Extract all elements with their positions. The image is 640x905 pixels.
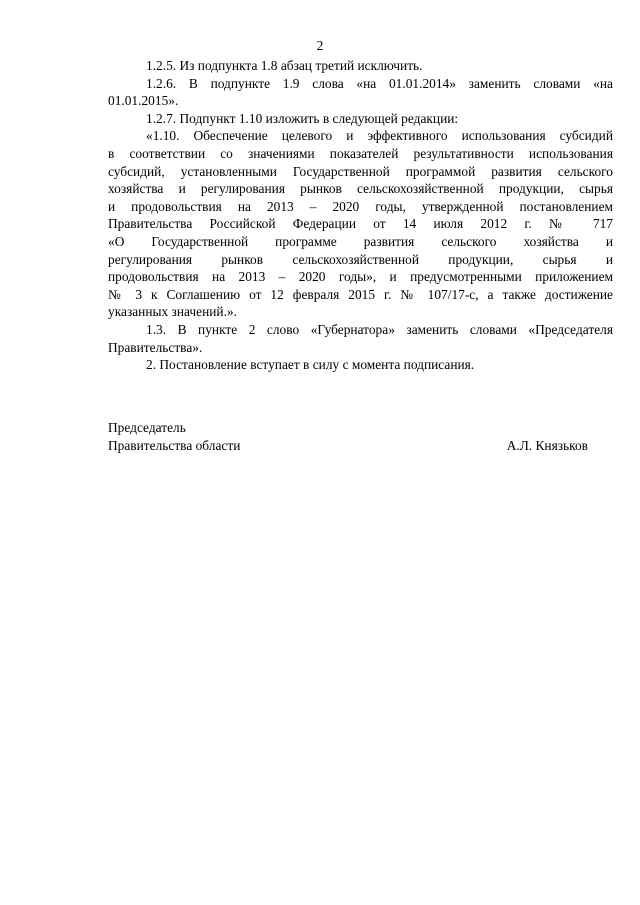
paragraph-1-2-5: 1.2.5. Из подпункта 1.8 абзац третий исключить. <box>146 58 423 73</box>
paragraph-1-10-line-6: Правительства Российской Федерации от 14 июля 2012 г. № 717 <box>108 216 613 232</box>
paragraph-1-2-7: 1.2.7. Подпункт 1.10 изложить в следующей редакции: <box>146 110 459 126</box>
page-number: 2 <box>316 38 324 53</box>
document-body <box>108 57 613 374</box>
paragraph-1-3-line-2: Правительства». <box>108 339 203 355</box>
paragraph-1-10-line-1: «1.10. Обеспечение целевого и эффективного использования субсидий <box>146 128 613 144</box>
paragraph-1-10-line-8: регулирования рынков сельскохозяйственной продукции, сырья и <box>108 251 613 267</box>
paragraph-1-10-line-10: № 3 к Соглашению от 12 февраля 2015 г. № 107/17-с, а также достижение <box>108 286 613 302</box>
paragraph-1-10-line-9: продовольствия на 2013 – 2020 годы», и предусмотренными приложением <box>108 269 613 285</box>
paragraph-2: 2. Постановление вступает в силу с момента подписания. <box>146 357 475 373</box>
paragraph-1-10-line-7: «О Государственной программе развития сельского хозяйства и <box>108 233 613 249</box>
signature-title-line-1: Председатель <box>108 420 186 435</box>
paragraph-1-2-6-line-2: 01.01.2015». <box>108 93 179 109</box>
paragraph-1-10-line-5: и продовольствия на 2013 – 2020 годы, утвержденной постановлением <box>108 198 613 214</box>
signature-block <box>108 419 588 455</box>
paragraph-1-10-line-11: указанных значений.». <box>108 304 237 320</box>
paragraph-1-10-line-4: хозяйства и регулирования рынков сельскохозяйственной продукции, сырья <box>108 181 613 197</box>
paragraph-1-10-line-2: в соответствии со значениями показателей результативности использования <box>108 145 613 161</box>
paragraph-1-3-line-1: 1.3. В пункте 2 слово «Губернатора» заменить словами «Председателя <box>146 321 613 337</box>
paragraph-1-2-6-line-1: 1.2.6. В подпункте 1.9 слова «на 01.01.2014» заменить словами «на <box>146 75 613 91</box>
signature-row <box>108 437 588 455</box>
signature-title-line-2: Правительства области <box>108 438 241 453</box>
signatory-name: А.Л. Князьков <box>506 438 588 453</box>
paragraph-1-10-line-3: субсидий, установленными Государственной программой развития сельского <box>108 163 613 179</box>
